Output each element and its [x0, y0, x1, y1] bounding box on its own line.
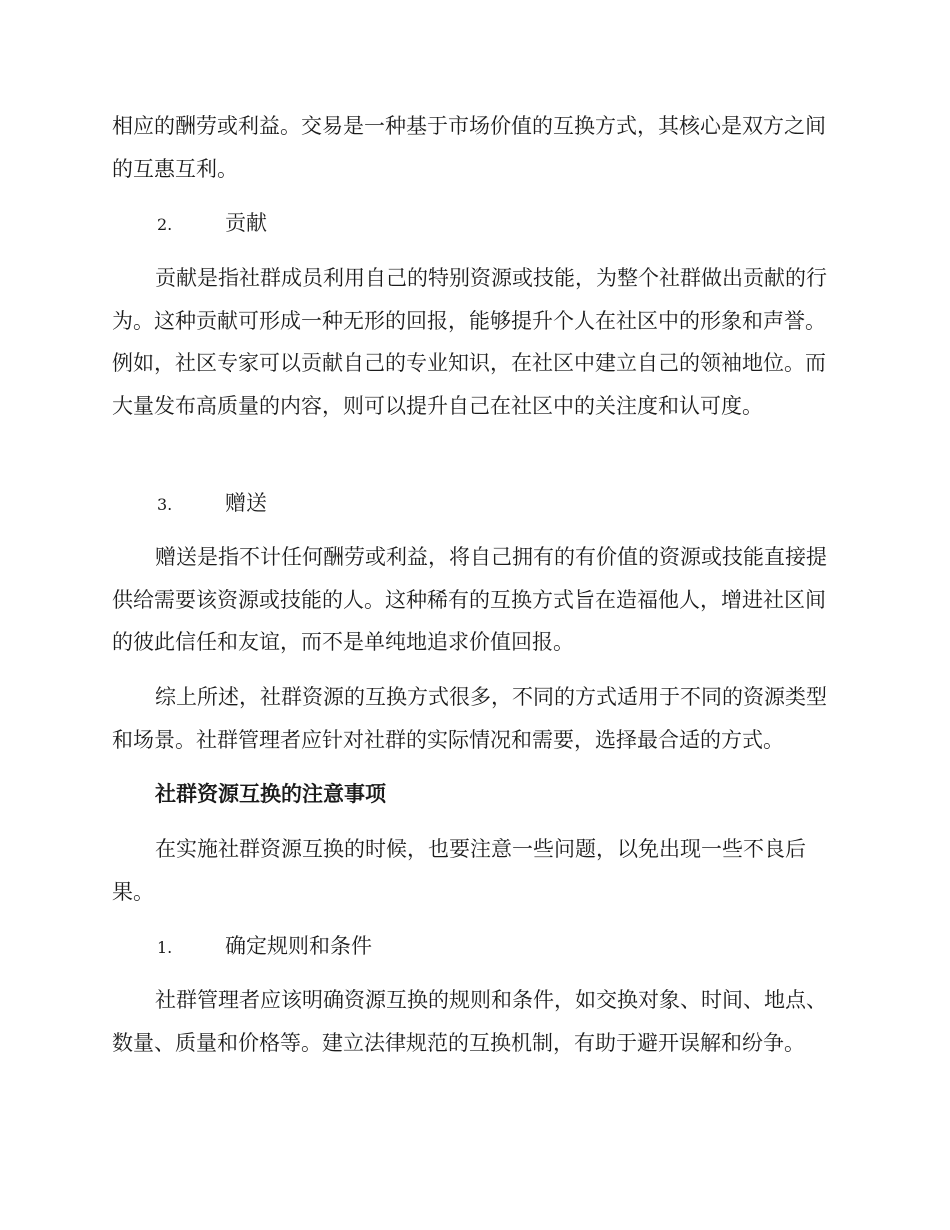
list-item-3	[157, 482, 267, 526]
section-heading: 社群资源互换的注意事项	[155, 782, 386, 806]
paragraph-summary: 综上所述，社群资源的互换方式很多，不同的方式适用于不同的资源类型和场景。社群管理者应针对社群的实际情况和需要，选择最合适的方式。	[112, 685, 827, 752]
list-item-title: 赠送	[225, 491, 267, 515]
list-item-title: 确定规则和条件	[225, 934, 372, 958]
list-item-1	[157, 925, 372, 969]
list-item-number: 1.	[157, 938, 173, 957]
list-item-2	[157, 202, 267, 246]
paragraph-rules: 社群管理者应该明确资源互换的规则和条件，如交换对象、时间、地点、数量、质量和价格等。建立法律规范的互换机制，有助于避开误解和纷争。	[112, 988, 827, 1055]
paragraph-contribution: 贡献是指社群成员利用自己的特别资源或技能，为整个社群做出贡献的行为。这种贡献可形成一种无形的回报，能够提升个人在社区中的形象和声誉。例如，社区专家可以贡献自己的专业知识，在社区中建立自己的领袖地位。而大量发布高质量的内容，则可以提升自己在社区中的关注度和认可度。	[112, 266, 827, 418]
paragraph-notes-intro: 在实施社群资源互换的时候，也要注意一些问题，以免出现一些不良后果。	[112, 837, 806, 904]
paragraph-intro: 相应的酬劳或利益。交易是一种基于市场价值的互换方式，其核心是双方之间的互惠互利。	[112, 114, 826, 181]
list-item-number: 2.	[157, 215, 173, 234]
paragraph-gift: 赠送是指不计任何酬劳或利益，将自己拥有的有价值的资源或技能直接提供给需要该资源或技能的人。这种稀有的互换方式旨在造福他人，增进社区间的彼此信任和友谊，而不是单纯地追求价值回报。	[112, 545, 827, 655]
list-item-number: 3.	[157, 495, 173, 514]
list-item-title: 贡献	[225, 211, 267, 235]
